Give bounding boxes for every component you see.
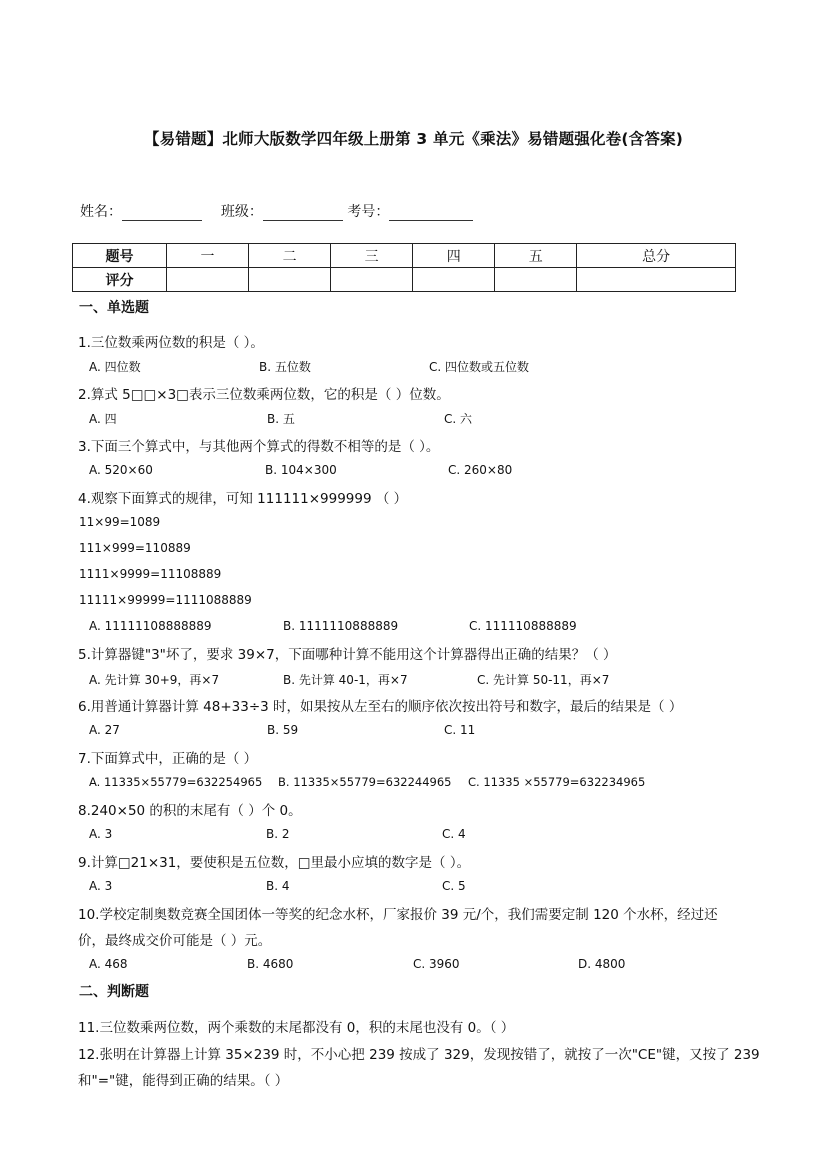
- question-6: 6.用普通计算器计算 48+33÷3 时，如果按从左至右的顺序依次按出符号和数字，最后的结果是（ ）: [78, 699, 683, 715]
- question-5: 5.计算器键"3"坏了，要求 39×7，下面哪种计算不能用这个计算器得出正确的结果？（ ）: [78, 647, 617, 663]
- score-table: [72, 243, 736, 292]
- class-label: 班级：: [220, 204, 263, 220]
- q7-option-a[interactable]: A. 11335×55779=632254965: [89, 775, 263, 789]
- pattern-line: 111×999=110889: [79, 541, 191, 555]
- score-header-cell: 三: [331, 244, 413, 268]
- score-cell[interactable]: [331, 268, 413, 292]
- score-header-cell: 一: [167, 244, 249, 268]
- q3-option-a[interactable]: A. 520×60: [89, 463, 153, 477]
- q4-option-b[interactable]: B. 1111110888889: [283, 619, 399, 633]
- question-8: 8.240×50 的积的末尾有（ ）个 0。: [78, 803, 302, 819]
- q6-option-a[interactable]: A. 27: [89, 723, 120, 737]
- section-heading-true-false: 二、判断题: [79, 984, 149, 1000]
- pattern-line: 11×99=1089: [79, 515, 161, 529]
- question-3: 3.下面三个算式中，与其他两个算式的得数不相等的是（ ）。: [78, 439, 440, 455]
- pattern-line: 1111×9999=11108889: [79, 567, 222, 581]
- question-9: 9.计算□21×31，要使积是五位数，□里最小应填的数字是（ ）。: [78, 855, 471, 871]
- q8-option-a[interactable]: A. 3: [89, 827, 113, 841]
- score-table-header-row: [73, 244, 736, 268]
- score-cell[interactable]: [167, 268, 249, 292]
- q5-option-a[interactable]: A. 先计算 30+9，再×7: [89, 673, 220, 687]
- q1-option-a[interactable]: A. 四位数: [89, 360, 141, 374]
- score-cell[interactable]: [495, 268, 577, 292]
- question-11: 11.三位数乘两位数，两个乘数的末尾都没有 0，积的末尾也没有 0。（ ）: [78, 1020, 515, 1036]
- q10-option-c[interactable]: C. 3960: [413, 957, 460, 971]
- q4-option-c[interactable]: C. 111110888889: [469, 619, 577, 633]
- q10-option-a[interactable]: A. 468: [89, 957, 128, 971]
- score-table-row: [73, 268, 736, 292]
- score-header-cell: 总分: [577, 244, 736, 268]
- question-4: 4.观察下面算式的规律，可知 111111×999999 （ ）: [78, 491, 408, 507]
- q4-option-a[interactable]: A. 11111108888889: [89, 619, 212, 633]
- q8-option-c[interactable]: C. 4: [442, 827, 466, 841]
- score-cell[interactable]: [413, 268, 495, 292]
- question-12-continued: 和"="键，能得到正确的结果。（ ）: [78, 1073, 289, 1089]
- question-2: 2.算式 5□□×3□表示三位数乘两位数，它的积是（ ）位数。: [78, 387, 450, 403]
- q5-option-b[interactable]: B. 先计算 40-1，再×7: [283, 673, 408, 687]
- score-header-cell: 五: [495, 244, 577, 268]
- question-10: 10.学校定制奥数竞赛全国团体一等奖的纪念水杯，厂家报价 39 元/个，我们需要定制 120 个水杯，经过还: [78, 907, 718, 923]
- exam-number-field[interactable]: [389, 206, 473, 221]
- score-row-label: 评分: [73, 268, 167, 292]
- q10-option-b[interactable]: B. 4680: [247, 957, 294, 971]
- score-header-cell: 四: [413, 244, 495, 268]
- q10-option-d[interactable]: D. 4800: [578, 957, 626, 971]
- question-7: 7.下面算式中，正确的是（ ）: [78, 751, 258, 767]
- q7-option-b[interactable]: B. 11335×55779=632244965: [278, 775, 452, 789]
- q2-option-a[interactable]: A. 四: [89, 412, 117, 426]
- q5-option-c[interactable]: C. 先计算 50-11，再×7: [477, 673, 610, 687]
- q1-option-b[interactable]: B. 五位数: [259, 360, 311, 374]
- q9-option-c[interactable]: C. 5: [442, 879, 466, 893]
- score-cell[interactable]: [249, 268, 331, 292]
- q2-option-c[interactable]: C. 六: [444, 412, 473, 426]
- student-info: [80, 201, 473, 221]
- q6-option-b[interactable]: B. 59: [267, 723, 299, 737]
- q8-option-b[interactable]: B. 2: [266, 827, 290, 841]
- q2-option-b[interactable]: B. 五: [267, 412, 295, 426]
- section-heading-single-choice: 一、单选题: [79, 300, 149, 316]
- q3-option-c[interactable]: C. 260×80: [448, 463, 513, 477]
- q9-option-b[interactable]: B. 4: [266, 879, 290, 893]
- q3-option-b[interactable]: B. 104×300: [265, 463, 337, 477]
- q1-option-c[interactable]: C. 四位数或五位数: [429, 360, 530, 374]
- question-1: 1.三位数乘两位数的积是（ ）。: [78, 335, 264, 351]
- q9-option-a[interactable]: A. 3: [89, 879, 113, 893]
- name-label: 姓名：: [80, 204, 122, 220]
- question-12: 12.张明在计算器上计算 35×239 时，不小心把 239 按成了 329，发现按错了，就按了一次"CE"键，又按了 239: [78, 1047, 760, 1063]
- score-header-cell: 二: [249, 244, 331, 268]
- question-10-continued: 价，最终成交价可能是（ ）元。: [78, 933, 272, 949]
- class-field[interactable]: [263, 206, 343, 221]
- score-cell[interactable]: [577, 268, 736, 292]
- exam-label: 考号：: [347, 204, 390, 220]
- name-field[interactable]: [122, 206, 202, 221]
- q7-option-c[interactable]: C. 11335 ×55779=632234965: [468, 775, 646, 789]
- score-header-cell: 题号: [73, 244, 167, 268]
- pattern-line: 11111×99999=1111088889: [79, 593, 252, 607]
- page-title: 【易错题】北师大版数学四年级上册第 3 单元《乘法》易错题强化卷(含答案): [143, 130, 684, 148]
- q6-option-c[interactable]: C. 11: [444, 723, 476, 737]
